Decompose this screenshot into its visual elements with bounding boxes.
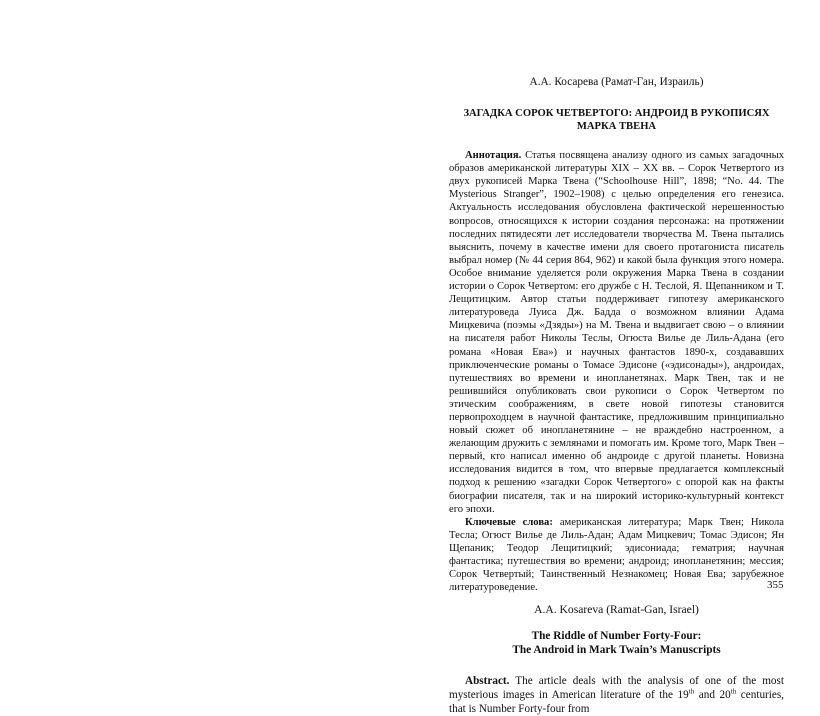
author-en: A.A. Kosareva (Ramat-Gan, Israel) (534, 603, 699, 617)
abstract-en-part2: and 20 (694, 689, 731, 702)
abstract-ru-label: Аннотация. (465, 150, 522, 162)
title-en-line2: The Android in Mark Twain’s Manuscripts (512, 643, 721, 656)
title-ru-line1: ЗАГАДКА СОРОК ЧЕТВЕРТОГО: АНДРОИД В РУКОПИСЯХ (463, 108, 770, 120)
abstract-en-part3: centuries, that is Number Forty-four from (449, 689, 784, 716)
keywords-ru-text: американская литература; Марк Твен; Никола Тесла; Огюст Вилье де Лиль-Адан; Адам Мицкевич; Томас Эдисон; Ян Щепаник; Теодор Лещитицкий; эдисониада; гематрия; научная фантастика; путешествия во времени; андроид; инопланетянин; мессия; Сорок Четвертый; Таинственный Незнакомец; Новая Ева; зарубежное литературоведение. (449, 516, 785, 594)
title-ru (449, 107, 784, 133)
abstract-en-sup2: th (730, 687, 737, 696)
author-ru: А.А. Косарева (Рамат-Ган, Израиль) (529, 76, 704, 88)
abstract-en-sup1: th (688, 687, 695, 696)
title-en (449, 630, 784, 657)
abstract-ru (449, 149, 784, 516)
article-column (449, 70, 784, 716)
keywords-ru (449, 516, 784, 595)
abstract-ru-text: Статья посвящена анализу одного из самых загадочных образов американской литературы XIX – XX вв. – Сорок Четвертого из двух рукописей Марка Твена (“Schoolhouse Hill”, 1898; “No. 44. The Mysterious Stranger”, 1902–1908) с целью определения его генезиса. Актуальность исследования обусловлена фактической нерешенностью вопросов, относящихся к истории создания персонажа: на протяжении последних пятидесяти лет исследователи творчества М. Твена пытались выяснить, почему в качестве имени для своего протагониста писатель выбрал номер (№ 44 серия 864, 962) и какой была функция этого номера. Особое внимание уделяется роли окружения Марка Твена в создании истории о Сорок Четвертом: его дружбе с Н. Теслой, Я. Щепанником и Т. Лещитицким. Автор статьи поддерживает гипотезу американского литературоведа Луиса Дж. Бадда о возможном влиянии Адама Мицкевича (поэмы «Дзяды») на М. Твена и выдвигает свою – о влиянии на писателя работ Николы Теслы, Огюста Вилье де Лиль-Адана (его романа «Новая Ева») и научных фантастов 1890-х, создававших приключенческие романы о Томасе Эдисоне («эдисонады»), андроидах, путешествиях во времени и инопланетянах. Марк Твен, так и не решившийся опубликовать свои рукописи о Сорок Четвертом по этическим соображениям, в свете новой гипотезы становится первопроходцем в научной фантастике, предложившим принципиально новый сюжет об инопланетянине – не враждебно настроенном, а желающим дружить с землянами и помогать им. Кроме того, Марк Твен – первый, кто написал именно об андроиде с другой планеты. Новизна исследования видится в том, что впервые предлагается комплексный подход к решению «загадки Сорок Четвертого» с опорой как на факты биографии писателя, так и на широкий историко-культурный контекст его эпохи. (449, 150, 784, 515)
keywords-ru-label: Ключевые слова: (465, 516, 553, 528)
page-number: 355 (767, 579, 784, 591)
abstract-en (449, 674, 784, 716)
title-en-line1: The Riddle of Number Forty-Four: (531, 630, 702, 643)
abstract-en-label: Abstract. (465, 675, 510, 688)
title-ru-line2: МАРКА ТВЕНА (576, 121, 657, 133)
abstract-en-part1: The article deals with the analysis of one of the most mysterious images in American literature of the 19 (449, 675, 784, 702)
